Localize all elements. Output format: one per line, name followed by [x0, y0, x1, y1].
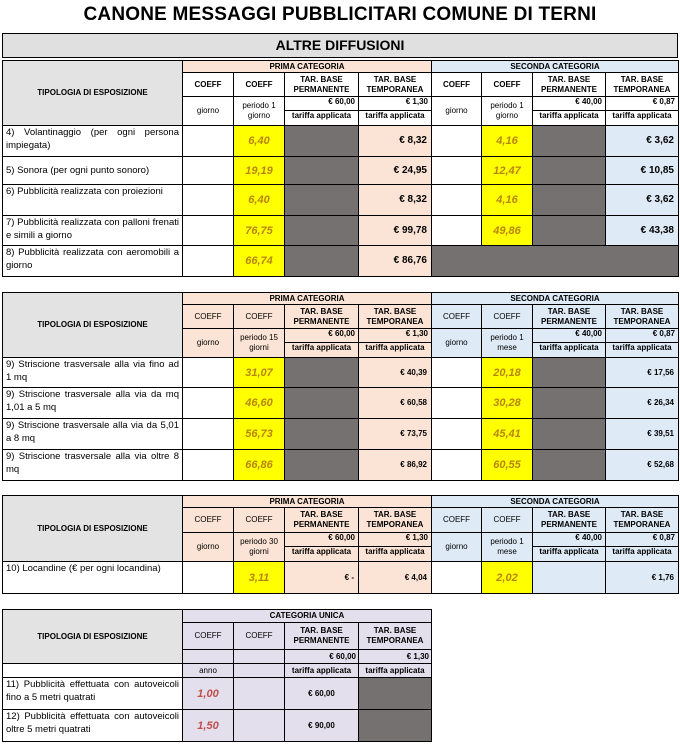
greyed-cell — [285, 126, 359, 157]
empty-cell — [3, 664, 183, 678]
greyed-cell — [533, 126, 606, 157]
coeff-value: 76,75 — [234, 216, 285, 246]
greyed-cell — [533, 388, 606, 419]
tariff-value: € - — [285, 562, 359, 594]
unit-label: anno — [183, 664, 234, 678]
row-description: 8) Pubblicità realizzata con aeromobili a giorno — [3, 246, 183, 277]
unit-label: periodo 1 mese — [482, 329, 533, 358]
tariff-base: € 0,87 tariffa applicata — [606, 533, 679, 562]
col-header-coeff: COEFF — [432, 508, 482, 533]
greyed-cell — [432, 246, 679, 277]
unit-label: giorno — [183, 329, 234, 358]
tariff-base: € 60,00 tariffa applicata — [285, 97, 359, 126]
coeff-value: 12,47 — [482, 157, 533, 185]
table-locandine — [2, 495, 679, 594]
greyed-cell — [285, 157, 359, 185]
coeff-value: 3,11 — [234, 562, 285, 594]
empty-cell — [183, 419, 234, 450]
unit-label: giorno — [432, 97, 482, 126]
table-row — [3, 710, 432, 742]
tariff-value: € 8,32 — [359, 185, 432, 216]
greyed-cell — [285, 185, 359, 216]
coeff-value: 19,19 — [234, 157, 285, 185]
greyed-cell — [285, 246, 359, 277]
empty-cell — [432, 157, 482, 185]
tariff-value: € 39,51 — [606, 419, 679, 450]
empty-cell — [183, 185, 234, 216]
header-seconda-categoria: SECONDA CATEGORIA — [432, 61, 679, 73]
tariff-value: € 10,85 — [606, 157, 679, 185]
empty-cell — [183, 126, 234, 157]
greyed-cell — [285, 216, 359, 246]
empty-cell — [183, 562, 234, 594]
table-autoveicoli — [2, 609, 432, 742]
row-description: 10) Locandine (€ per ogni locandina) — [3, 562, 183, 594]
unit-label: giorno — [432, 533, 482, 562]
empty-cell — [432, 450, 482, 481]
col-header-coeff: COEFF — [432, 73, 482, 97]
greyed-cell — [285, 419, 359, 450]
col-header-coeff: COEFF — [482, 73, 533, 97]
table-row — [3, 157, 679, 185]
col-header-tar-temp: TAR. BASE TEMPORANEA — [359, 508, 432, 533]
tariff-value: € 99,78 — [359, 216, 432, 246]
tariff-base: € 1,30 tariffa applicata — [359, 533, 432, 562]
col-header-tar-temp: TAR. BASE TEMPORANEA — [359, 623, 432, 650]
col-header-tipologia: TIPOLOGIA DI ESPOSIZIONE — [3, 610, 183, 664]
row-description: 5) Sonora (per ogni punto sonoro) — [3, 157, 183, 185]
tariff-value: € 60,00 — [285, 678, 359, 710]
row-description: 9) Striscione trasversale alla via oltre 8 mq — [3, 450, 183, 481]
table-row — [3, 126, 679, 157]
empty-cell — [183, 216, 234, 246]
col-header-coeff: COEFF — [482, 508, 533, 533]
greyed-cell — [533, 157, 606, 185]
greyed-cell — [533, 450, 606, 481]
page-title: CANONE MESSAGGI PUBBLICITARI COMUNE DI TERNI — [83, 4, 597, 25]
header-prima-categoria: PRIMA CATEGORIA — [183, 293, 432, 305]
tariff-value: € 60,58 — [359, 388, 432, 419]
tariff-base: € 60,00 tariffa applicata — [285, 533, 359, 562]
col-header-coeff: COEFF — [234, 73, 285, 97]
table-altre-diffusioni — [2, 60, 679, 277]
tariff-value: € 3,62 — [606, 126, 679, 157]
coeff-value: 66,74 — [234, 246, 285, 277]
coeff-value: 31,07 — [234, 358, 285, 388]
unit-label: periodo 1 giorno — [234, 97, 285, 126]
col-header-coeff: COEFF — [234, 508, 285, 533]
unit-label: periodo 1 giorno — [482, 97, 533, 126]
tariff-value: € 43,38 — [606, 216, 679, 246]
tariff-value: € 17,56 — [606, 358, 679, 388]
empty-cell — [533, 562, 606, 594]
greyed-cell — [533, 185, 606, 216]
empty-cell — [432, 126, 482, 157]
unit-label: giorno — [432, 329, 482, 358]
col-header-tar-temp: TAR. BASE TEMPORANEA — [606, 73, 679, 97]
row-description: 7) Pubblicità realizzata con palloni frenati e simili a giorno — [3, 216, 183, 246]
coeff-value: 56,73 — [234, 419, 285, 450]
coeff-value: 6,40 — [234, 185, 285, 216]
coeff-value: 4,16 — [482, 185, 533, 216]
greyed-cell — [285, 388, 359, 419]
coeff-value: 2,02 — [482, 562, 533, 594]
table-row — [3, 246, 679, 277]
section-subtitle: ALTRE DIFFUSIONI — [2, 33, 678, 58]
col-header-tar-temp: TAR. BASE TEMPORANEA — [606, 508, 679, 533]
tariff-applicata-label: tariffa applicata — [359, 664, 432, 678]
coeff-value: 60,55 — [482, 450, 533, 481]
empty-cell — [183, 450, 234, 481]
tariff-value: € 52,68 — [606, 450, 679, 481]
row-description: 4) Volantinaggio (per ogni persona impiegata) — [3, 126, 183, 157]
tariff-base: € 40,00 tariffa applicata — [533, 533, 606, 562]
tariff-base: € 1,30 tariffa applicata — [359, 329, 432, 358]
col-header-coeff: COEFF — [183, 623, 234, 650]
coeff-value: 46,60 — [234, 388, 285, 419]
col-header-tipologia: TIPOLOGIA DI ESPOSIZIONE — [3, 61, 183, 126]
greyed-cell — [533, 358, 606, 388]
empty-cell — [183, 246, 234, 277]
header-seconda-categoria: SECONDA CATEGORIA — [432, 293, 679, 305]
coeff-value: 1,00 — [183, 678, 234, 710]
table-row — [3, 678, 432, 710]
greyed-cell — [533, 216, 606, 246]
coeff-value: 20,18 — [482, 358, 533, 388]
col-header-coeff: COEFF — [183, 508, 234, 533]
unit-label: giorno — [183, 533, 234, 562]
table-striscioni — [2, 292, 679, 481]
empty-cell — [432, 216, 482, 246]
tariff-value: € 24,95 — [359, 157, 432, 185]
table-row — [3, 185, 679, 216]
header-prima-categoria: PRIMA CATEGORIA — [183, 496, 432, 508]
col-header-tipologia: TIPOLOGIA DI ESPOSIZIONE — [3, 496, 183, 562]
tariff-base: € 1,30 — [359, 650, 432, 664]
tariff-value: € 3,62 — [606, 185, 679, 216]
greyed-cell — [359, 710, 432, 742]
col-header-coeff: COEFF — [234, 623, 285, 650]
coeff-value: 49,86 — [482, 216, 533, 246]
empty-cell — [183, 388, 234, 419]
tariff-base: € 1,30 tariffa applicata — [359, 97, 432, 126]
coeff-value: 45,41 — [482, 419, 533, 450]
header-seconda-categoria: SECONDA CATEGORIA — [432, 496, 679, 508]
col-header-tar-perm: TAR. BASE PERMANENTE — [285, 508, 359, 533]
table-row — [3, 562, 679, 594]
col-header-coeff: COEFF — [183, 305, 234, 329]
row-description: 12) Pubblicità effettuata con autoveicoli oltre 5 metri quatrati — [3, 710, 183, 742]
unit-label: giorno — [183, 97, 234, 126]
header-prima-categoria: PRIMA CATEGORIA — [183, 61, 432, 73]
unit-label: periodo 30 giorni — [234, 533, 285, 562]
col-header-tar-temp: TAR. BASE TEMPORANEA — [606, 305, 679, 329]
col-header-coeff: COEFF — [432, 305, 482, 329]
table-row — [3, 388, 679, 419]
col-header-tar-temp: TAR. BASE TEMPORANEA — [359, 305, 432, 329]
row-description: 9) Striscione trasversale alla via fino ad 1 mq — [3, 358, 183, 388]
coeff-value: 66,86 — [234, 450, 285, 481]
col-header-tipologia: TIPOLOGIA DI ESPOSIZIONE — [3, 293, 183, 358]
col-header-tar-perm: TAR. BASE PERMANENTE — [533, 305, 606, 329]
tariff-base: € 60,00 tariffa applicata — [285, 329, 359, 358]
table-row — [3, 419, 679, 450]
tariff-base: € 0,87 tariffa applicata — [606, 97, 679, 126]
unit-label: periodo 1 mese — [482, 533, 533, 562]
empty-cell — [432, 562, 482, 594]
col-header-tar-perm: TAR. BASE PERMANENTE — [285, 305, 359, 329]
empty-cell — [432, 358, 482, 388]
tariff-value: € 26,34 — [606, 388, 679, 419]
coeff-value: 6,40 — [234, 126, 285, 157]
tariff-applicata-label: tariffa applicata — [285, 664, 359, 678]
col-header-tar-perm: TAR. BASE PERMANENTE — [533, 508, 606, 533]
header-categoria-unica: CATEGORIA UNICA — [183, 610, 432, 623]
coeff-value: 4,16 — [482, 126, 533, 157]
col-header-coeff: COEFF — [482, 305, 533, 329]
unit-label: periodo 15 giorni — [234, 329, 285, 358]
empty-cell — [234, 678, 285, 710]
empty-cell — [183, 157, 234, 185]
tariff-value: € 4,04 — [359, 562, 432, 594]
empty-cell — [234, 710, 285, 742]
empty-cell — [432, 419, 482, 450]
tariff-value: € 86,92 — [359, 450, 432, 481]
tariff-value: € 73,75 — [359, 419, 432, 450]
coeff-value: 30,28 — [482, 388, 533, 419]
row-description: 11) Pubblicità effettuata con autoveicoli fino a 5 metri quatrati — [3, 678, 183, 710]
greyed-cell — [285, 450, 359, 481]
tariff-value: € 86,76 — [359, 246, 432, 277]
empty-cell — [234, 650, 285, 664]
empty-cell — [432, 185, 482, 216]
table-row — [3, 450, 679, 481]
table-row — [3, 216, 679, 246]
col-header-tar-perm: TAR. BASE PERMANENTE — [285, 73, 359, 97]
greyed-cell — [285, 358, 359, 388]
row-description: 9) Striscione trasversale alla via da 5,01 a 8 mq — [3, 419, 183, 450]
row-description: 9) Striscione trasversale alla via da mq 1,01 a 5 mq — [3, 388, 183, 419]
row-description: 6) Pubblicità realizzata con proiezioni — [3, 185, 183, 216]
empty-cell — [234, 664, 285, 678]
col-header-tar-temp: TAR. BASE TEMPORANEA — [359, 73, 432, 97]
col-header-tar-perm: TAR. BASE PERMANENTE — [285, 623, 359, 650]
tariff-base: € 40,00 tariffa applicata — [533, 97, 606, 126]
table-row — [3, 358, 679, 388]
greyed-cell — [359, 678, 432, 710]
empty-cell — [432, 388, 482, 419]
col-header-tar-perm: TAR. BASE PERMANENTE — [533, 73, 606, 97]
greyed-cell — [533, 419, 606, 450]
tariff-value: € 8,32 — [359, 126, 432, 157]
col-header-coeff: COEFF — [183, 73, 234, 97]
tariff-value: € 1,76 — [606, 562, 679, 594]
tariff-value: € 40,39 — [359, 358, 432, 388]
coeff-value: 1,50 — [183, 710, 234, 742]
empty-cell — [183, 650, 234, 664]
col-header-coeff: COEFF — [234, 305, 285, 329]
tariff-base: € 60,00 — [285, 650, 359, 664]
tariff-base: € 0,87 tariffa applicata — [606, 329, 679, 358]
tariff-value: € 90,00 — [285, 710, 359, 742]
tariff-base: € 40,00 tariffa applicata — [533, 329, 606, 358]
empty-cell — [183, 358, 234, 388]
